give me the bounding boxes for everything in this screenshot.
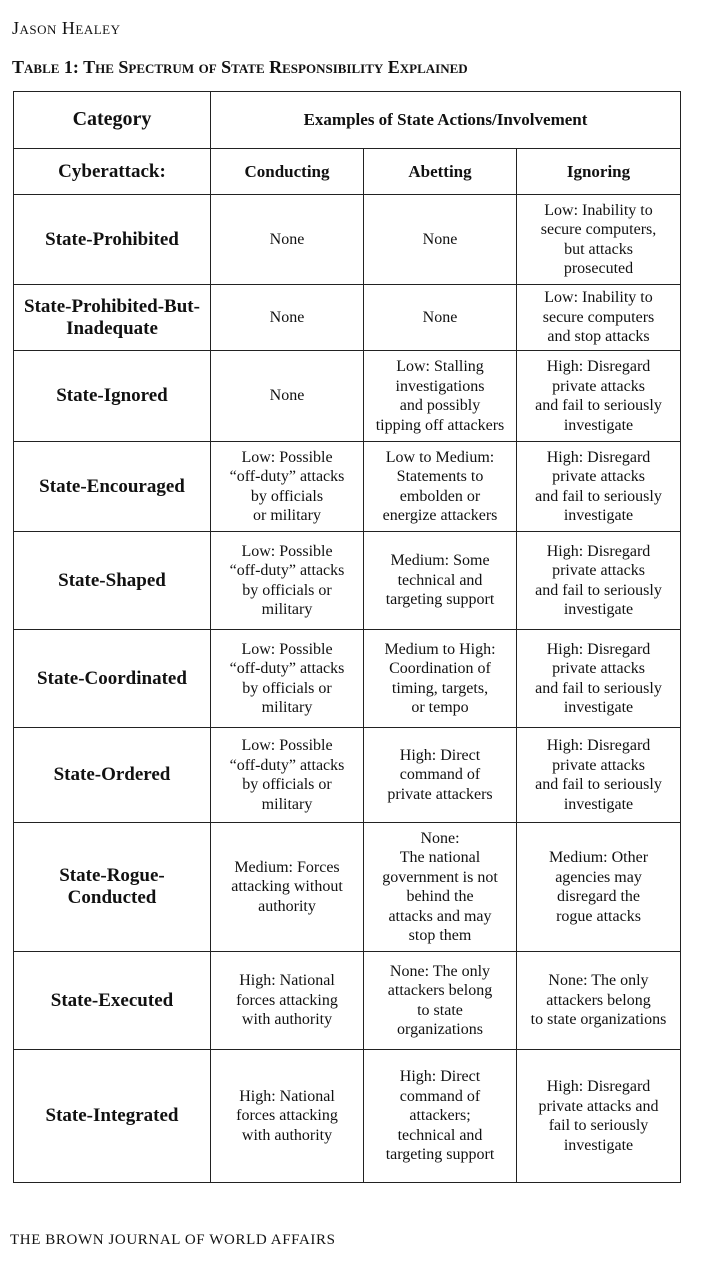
ignoring-cell: High: Disregard private attacks and fail to seriously investigate: [517, 728, 681, 823]
abetting-cell: None: [364, 195, 517, 285]
ignoring-cell: High: Disregard private attacks and fail to seriously investigate: [517, 532, 681, 630]
cyberattack-label: Cyberattack:: [14, 149, 211, 195]
category-cell: State-Executed: [14, 952, 211, 1050]
table-row: [14, 952, 681, 1050]
category-cell: State-Shaped: [14, 532, 211, 630]
abetting-cell: None: The national government is not behind the attacks and may stop them: [364, 823, 517, 952]
running-header-author: Jason Healey: [12, 18, 121, 38]
column-header-conducting: Conducting: [211, 149, 364, 195]
ignoring-cell: Medium: Other agencies may disregard the rogue attacks: [517, 823, 681, 952]
table-row: [14, 285, 681, 351]
ignoring-cell: High: Disregard private attacks and fail to seriously investigate: [517, 630, 681, 728]
conducting-cell: Low: Possible “off-duty” attacks by officials or military: [211, 532, 364, 630]
ignoring-cell: Low: Inability to secure computers and stop attacks: [517, 285, 681, 351]
conducting-cell: None: [211, 195, 364, 285]
table-row: [14, 1050, 681, 1183]
ignoring-cell: Low: Inability to secure computers, but attacks prosecuted: [517, 195, 681, 285]
conducting-cell: Low: Possible “off-duty” attacks by officials or military: [211, 442, 364, 532]
category-cell: State-Coordinated: [14, 630, 211, 728]
conducting-cell: High: National forces attacking with authority: [211, 1050, 364, 1183]
conducting-cell: High: National forces attacking with authority: [211, 952, 364, 1050]
column-header-abetting: Abetting: [364, 149, 517, 195]
conducting-cell: Low: Possible “off-duty” attacks by officials or military: [211, 728, 364, 823]
category-header: Category: [14, 92, 211, 149]
category-cell: State-Encouraged: [14, 442, 211, 532]
table-row: [14, 728, 681, 823]
conducting-cell: None: [211, 285, 364, 351]
ignoring-cell: None: The only attackers belong to state organizations: [517, 952, 681, 1050]
examples-header: Examples of State Actions/Involvement: [211, 92, 681, 149]
responsibility-table: [13, 91, 681, 1183]
table-title: Table 1: The Spectrum of State Responsibility Explained: [12, 57, 468, 77]
abetting-cell: Low to Medium: Statements to embolden or energize attackers: [364, 442, 517, 532]
column-header-ignoring: Ignoring: [517, 149, 681, 195]
table-row: [14, 532, 681, 630]
abetting-cell: High: Direct command of private attackers: [364, 728, 517, 823]
ignoring-cell: High: Disregard private attacks and fail to seriously investigate: [517, 1050, 681, 1183]
table-row: [14, 442, 681, 532]
table-row: [14, 351, 681, 442]
abetting-cell: None: The only attackers belong to state organizations: [364, 952, 517, 1050]
abetting-cell: High: Direct command of attackers; technical and targeting support: [364, 1050, 517, 1183]
conducting-cell: Medium: Forces attacking without authority: [211, 823, 364, 952]
ignoring-cell: High: Disregard private attacks and fail to seriously investigate: [517, 442, 681, 532]
table-row: [14, 195, 681, 285]
category-cell: State-Integrated: [14, 1050, 211, 1183]
category-cell: State-Ignored: [14, 351, 211, 442]
abetting-cell: Low: Stalling investigations and possibly tipping off attackers: [364, 351, 517, 442]
abetting-cell: Medium to High: Coordination of timing, targets, or tempo: [364, 630, 517, 728]
category-cell: State-Ordered: [14, 728, 211, 823]
journal-footer: THE BROWN JOURNAL OF WORLD AFFAIRS: [10, 1232, 336, 1248]
category-cell: State-Rogue- Conducted: [14, 823, 211, 952]
conducting-cell: None: [211, 351, 364, 442]
category-cell: State-Prohibited-But- Inadequate: [14, 285, 211, 351]
category-cell: State-Prohibited: [14, 195, 211, 285]
abetting-cell: Medium: Some technical and targeting support: [364, 532, 517, 630]
table-row: [14, 823, 681, 952]
ignoring-cell: High: Disregard private attacks and fail to seriously investigate: [517, 351, 681, 442]
abetting-cell: None: [364, 285, 517, 351]
conducting-cell: Low: Possible “off-duty” attacks by officials or military: [211, 630, 364, 728]
table-row: [14, 630, 681, 728]
